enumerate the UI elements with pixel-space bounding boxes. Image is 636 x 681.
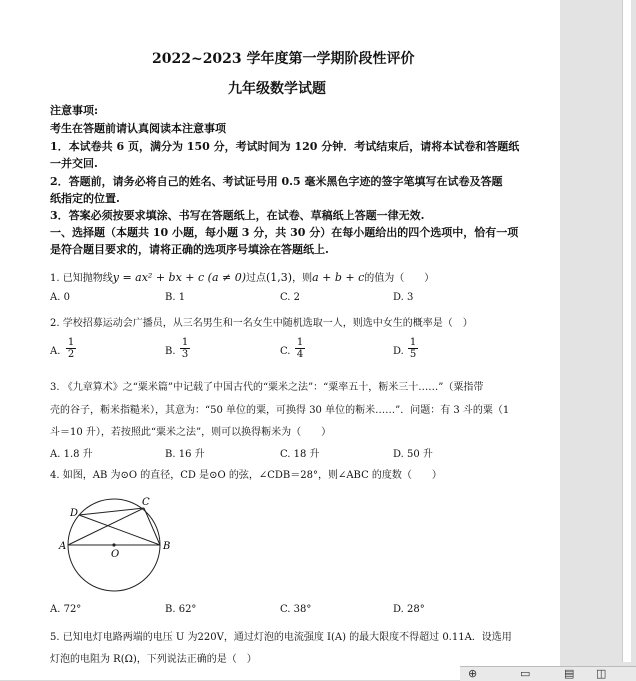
q4-option-a: A. 72° [50, 604, 82, 615]
q4-option-b: B. 62° [165, 604, 197, 615]
label-b: B [163, 541, 171, 552]
q4-option-d: D. 28° [393, 604, 425, 615]
q1-suffix: 的值为（ ） [364, 273, 435, 284]
q1-formula: y = ax² + bx + c (a ≠ 0) [112, 271, 247, 284]
q2-option-a-fraction [66, 337, 76, 360]
q1-option-d: D. 3 [393, 292, 414, 303]
q2-option-d-fraction [408, 337, 418, 360]
q2-d-numerator: 1 [409, 337, 417, 348]
chord-ac [68, 508, 144, 545]
question-5: 5. 已知电灯电路两端的电压 U 为220V，通过灯泡的电流强度 I(A) 的最大限度不得超过 0.11A．设选用 [50, 632, 512, 643]
q1-prefix: 1. 已知抛物线 [50, 273, 113, 284]
label-o: O [111, 549, 120, 560]
q1-expr: a + b + c [312, 271, 365, 284]
q2-option-c-fraction [295, 337, 305, 360]
q3-option-b: B. 16 升 [165, 449, 205, 460]
exam-subtitle: 九年级数学试题 [228, 81, 326, 97]
label-c: C [142, 497, 150, 508]
q2-d-denominator: 5 [409, 349, 417, 360]
notice-intro: 考生在答题前请认真阅读本注意事项 [50, 122, 226, 135]
q1-mid2: ，则 [292, 273, 313, 284]
q3-option-a: A. 1.8 升 [50, 449, 93, 460]
q2-option-d-label: D. [393, 346, 404, 357]
section-1-instructions-cont: 是符合题目要求的，请将正确的选项序号填涂在答题纸上. [50, 243, 329, 256]
notice-heading: 注意事项: [50, 104, 99, 117]
q1-point: (1,3) [266, 271, 293, 284]
q2-c-denominator: 4 [296, 349, 304, 360]
q2-a-numerator: 1 [67, 337, 75, 348]
question-4: 4. 如图，AB 为⊙O 的直径，CD 是⊙O 的弦，∠CDB＝28°，则∠ABC 的度数（ ） [50, 470, 442, 481]
zoom-icon[interactable]: ⊕ [468, 667, 478, 680]
q2-b-numerator: 1 [181, 337, 189, 348]
q2-option-c-label: C. [280, 346, 291, 357]
question-5-cont: 灯泡的电阻为 R(Ω)，下列说法正确的是（ ） [50, 654, 257, 665]
q2-b-denominator: 3 [181, 349, 189, 360]
chord-dc [79, 508, 144, 515]
single-page-view-icon[interactable]: ▭ [520, 667, 531, 680]
notice-item-2: 2．答题前，请务必将自己的姓名、考试证号用 0.5 毫米黑色字迹的签字笔填写在试卷及答题 [50, 175, 503, 188]
continuous-view-icon[interactable]: ▤ [564, 667, 575, 680]
section-1-instructions: 一、选择题（本题共 10 小题，每小题 3 分，共 30 分）在每小题给出的四个选项中，恰有一项 [50, 226, 519, 239]
notice-item-2-cont: 纸指定的位置. [50, 192, 120, 205]
question-2: 2. 学校招募运动会广播员，从三名男生和一名女生中随机选取一人，则选中女生的概率是（ ） [50, 318, 473, 329]
question-3-cont-1: 壳的谷子，粝米指糙米），其意为：“50 单位的粟，可换得 30 单位的粝米……”．问题：有 3 斗的粟（1 [50, 405, 510, 416]
question-1 [50, 269, 434, 284]
q2-option-b-label: B. [165, 346, 176, 357]
viewer-status-bar [460, 666, 636, 681]
question-3: 3. 《九章算术》之“粟米篇”中记载了中国古代的“粟米之法”：“粟率五十，粝米三十……”（粟指带 [50, 382, 484, 393]
notice-item-1-cont: 一并交回. [50, 157, 98, 170]
q2-c-numerator: 1 [296, 337, 304, 348]
q3-option-d: D. 50 升 [393, 449, 433, 460]
label-d: D [70, 508, 79, 519]
q3-option-c: C. 18 升 [280, 449, 320, 460]
q1-option-c: C. 2 [280, 292, 301, 303]
q2-option-b-fraction [180, 337, 190, 360]
label-a: A [59, 541, 67, 552]
two-page-view-icon[interactable]: ◫ [596, 667, 607, 680]
q2-a-denominator: 2 [67, 349, 75, 360]
q1-option-a: A. 0 [50, 292, 70, 303]
q1-option-b: B. 1 [165, 292, 186, 303]
notice-item-1: 1．本试卷共 6 页，满分为 150 分，考试时间为 120 分钟．考试结束后，请将本试卷和答题纸 [50, 140, 520, 153]
exam-title: 2022~2023 学年度第一学期阶段性评价 [152, 51, 415, 67]
q4-option-c: C. 38° [280, 604, 312, 615]
notice-item-3: 3．答案必须按要求填涂、书写在答题纸上，在试卷、草稿纸上答题一律无效. [50, 209, 425, 222]
circle-geometry-diagram [58, 494, 180, 592]
q2-option-a-label: A. [50, 346, 61, 357]
q1-mid: 过点 [246, 273, 267, 284]
question-3-cont-2: 斗＝10 升），若按照此“粟米之法”，则可以换得粝米为（ ） [50, 427, 332, 438]
vertical-scrollbar[interactable] [622, 0, 631, 662]
center-point-o [112, 543, 115, 546]
